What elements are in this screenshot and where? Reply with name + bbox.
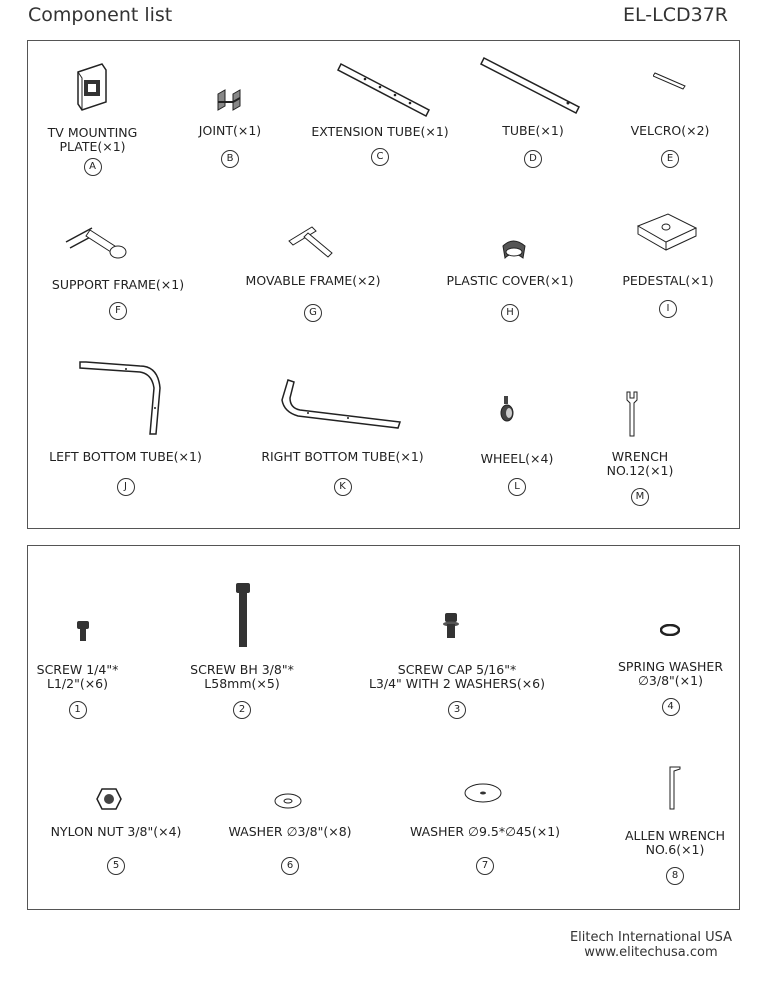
part-name: MOVABLE FRAME(×2) (245, 273, 381, 288)
company-website: www.elitechusa.com (584, 945, 718, 960)
hardware-number-badge: 1 (69, 701, 87, 719)
mounting-plate-icon (72, 62, 112, 112)
part-name: PEDESTAL(×1) (622, 273, 714, 288)
part-name: SUPPORT FRAME(×1) (51, 277, 185, 292)
part-letter-badge: E (661, 150, 679, 168)
hardware-name: SCREW 1/4"* L1/2"(×6) (36, 662, 119, 691)
hardware-number-badge: 2 (233, 701, 251, 719)
wrench-icon (624, 390, 640, 440)
hardware-name: ALLEN WRENCH NO.6(×1) (624, 828, 726, 857)
part-name: TUBE(×1) (502, 123, 564, 138)
part-letter-badge: A (84, 158, 102, 176)
large-washer-icon (464, 783, 502, 803)
spring-washer-icon (660, 624, 680, 636)
extension-tube-icon (335, 60, 435, 120)
part-letter-badge: I (659, 300, 677, 318)
part-letter-badge: M (631, 488, 649, 506)
part-letter-badge: K (334, 478, 352, 496)
part-letter-badge: B (221, 150, 239, 168)
long-bolt-icon (235, 582, 251, 648)
plastic-cover-icon (497, 238, 531, 262)
part-letter-badge: F (109, 302, 127, 320)
movable-frame-icon (286, 223, 336, 261)
part-name: EXTENSION TUBE(×1) (311, 124, 449, 139)
part-name: WRENCH NO.12(×1) (606, 449, 674, 478)
hardware-number-badge: 4 (662, 698, 680, 716)
hardware-number-badge: 8 (666, 867, 684, 885)
part-name: TV MOUNTING PLATE(×1) (47, 125, 138, 154)
hardware-name: NYLON NUT 3/8"(×4) (50, 824, 182, 839)
nylon-nut-icon (96, 787, 122, 811)
wheel-icon (496, 394, 518, 424)
model-number: EL-LCD37R (623, 4, 728, 26)
company-name: Elitech International USA (569, 930, 732, 945)
hardware-name: SCREW BH 3/8"* L58mm(×5) (190, 662, 294, 691)
allen-wrench-icon (666, 765, 682, 811)
right-bottom-tube-icon (278, 376, 408, 438)
part-letter-badge: G (304, 304, 322, 322)
hardware-number-badge: 5 (107, 857, 125, 875)
part-letter-badge: H (501, 304, 519, 322)
part-name: WHEEL(×4) (480, 451, 554, 466)
velcro-icon (653, 70, 687, 90)
hardware-number-badge: 6 (281, 857, 299, 875)
part-letter-badge: D (524, 150, 542, 168)
part-letter-badge: J (117, 478, 135, 496)
hardware-name: SCREW CAP 5/16"* L3/4" WITH 2 WASHERS(×6) (368, 662, 546, 691)
footer (570, 930, 732, 960)
part-letter-badge: C (371, 148, 389, 166)
part-name: RIGHT BOTTOM TUBE(×1) (261, 449, 424, 464)
pedestal-icon (634, 210, 698, 256)
hardware-number-badge: 3 (448, 701, 466, 719)
hardware-number-badge: 7 (476, 857, 494, 875)
part-name: JOINT(×1) (198, 123, 262, 138)
part-name: VELCRO(×2) (630, 123, 710, 138)
hardware-name: WASHER ∅9.5*∅45(×1) (409, 824, 561, 839)
cap-screw-icon (442, 612, 460, 640)
support-frame-icon (62, 222, 130, 262)
hardware-name: WASHER ∅3/8"(×8) (228, 824, 352, 839)
part-name: LEFT BOTTOM TUBE(×1) (49, 449, 202, 464)
tube-icon (478, 55, 583, 117)
joint-icon (215, 88, 243, 114)
part-name: PLASTIC COVER(×1) (446, 273, 574, 288)
screw-icon (76, 620, 90, 642)
left-bottom-tube-icon (78, 358, 170, 438)
hardware-name: SPRING WASHER ∅3/8"(×1) (618, 659, 723, 688)
part-letter-badge: L (508, 478, 526, 496)
washer-icon (274, 793, 302, 809)
page-title: Component list (28, 4, 173, 26)
